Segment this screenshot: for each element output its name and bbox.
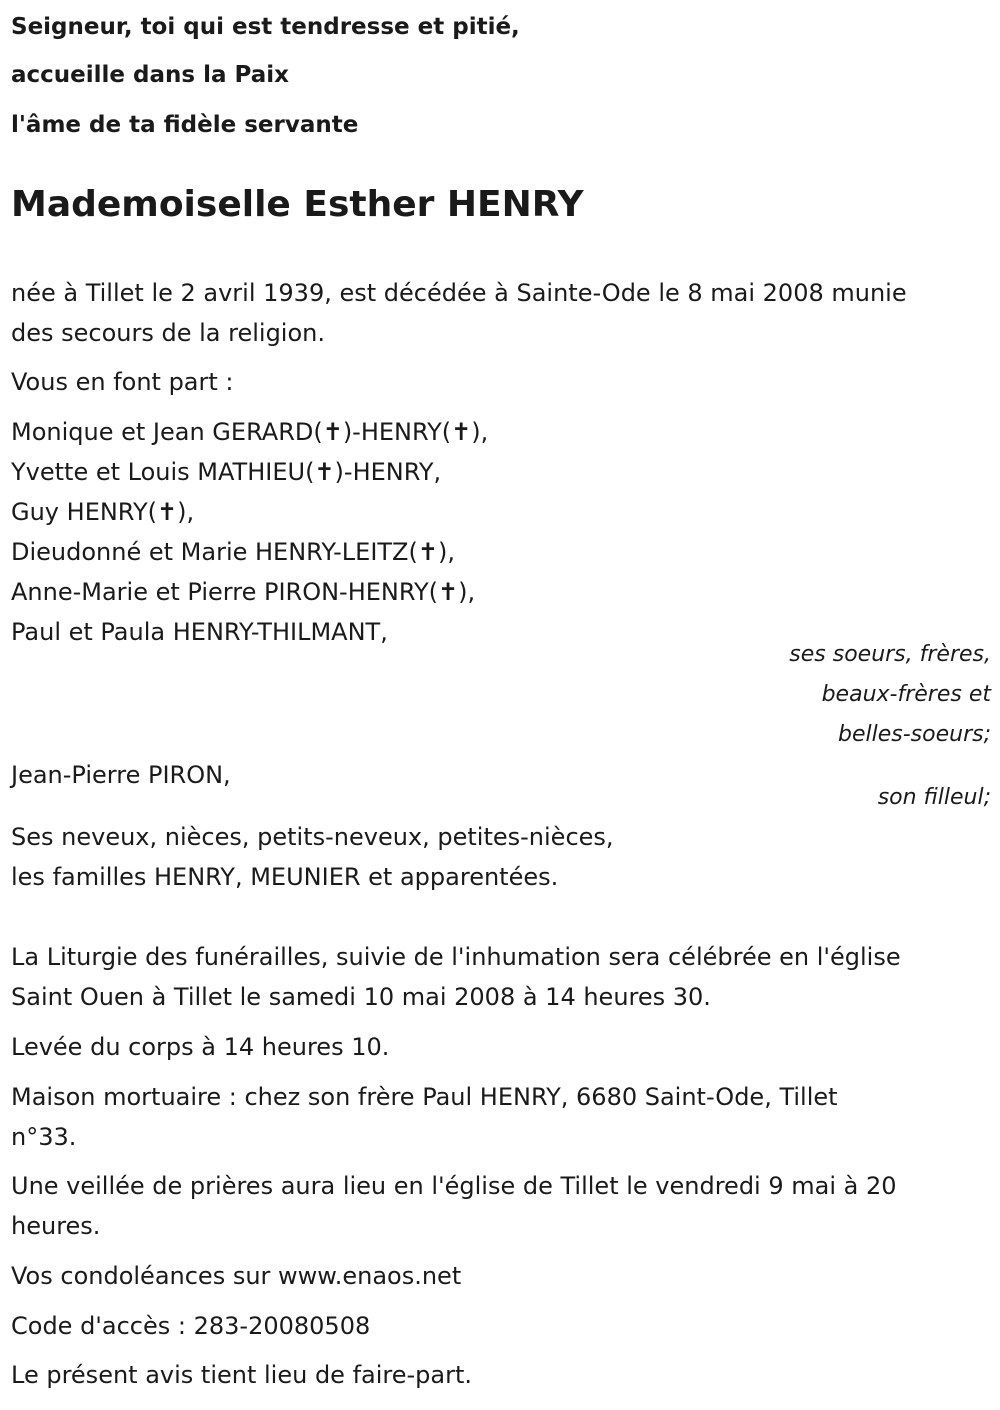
siblings-role-line: belles-soeurs; <box>838 722 991 747</box>
family-sibling: Guy HENRY(✝), <box>11 498 195 526</box>
prayer-line-3: l'âme de ta fidèle servante <box>11 112 359 138</box>
siblings-role-line: beaux-frères et <box>821 682 991 707</box>
siblings-role <box>789 635 991 755</box>
liturgy-paragraph <box>11 937 991 1017</box>
family-siblings-list <box>11 412 991 652</box>
extended-family <box>11 817 991 897</box>
condolences <box>11 1256 991 1296</box>
extended-family-line: les familles HENRY, MEUNIER et apparentées. <box>11 863 559 891</box>
family-sibling: Anne-Marie et Pierre PIRON-HENRY(✝), <box>11 578 476 606</box>
siblings-role-line: ses soeurs, frères, <box>789 642 991 667</box>
liturgy-line: La Liturgie des funérailles, suivie de l'inhumation sera célébrée en l'église <box>11 943 901 971</box>
condolences-text: Vos condoléances sur www.enaos.net <box>11 1262 462 1290</box>
godson-role-text: son filleul; <box>877 785 991 810</box>
levee-text: Levée du corps à 14 heures 10. <box>11 1033 390 1061</box>
vigil-line: heures. <box>11 1212 101 1240</box>
godson-name: Jean-Pierre PIRON, <box>11 761 231 789</box>
closing-note <box>11 1355 991 1395</box>
birth-death-line-1: née à Tillet le 2 avril 1939, est décédée à Sainte-Ode le 8 mai 2008 munie <box>11 279 907 307</box>
mortuary-line: n°33. <box>11 1123 77 1151</box>
death-notice <box>11 0 991 1410</box>
vigil-line: Une veillée de prières aura lieu en l'église de Tillet le vendredi 9 mai à 20 <box>11 1172 897 1200</box>
vigil-paragraph <box>11 1166 991 1246</box>
birth-death-line-2: des secours de la religion. <box>11 319 325 347</box>
levee <box>11 1027 991 1067</box>
godson <box>11 755 991 795</box>
access-code <box>11 1306 991 1346</box>
extended-family-line: Ses neveux, nièces, petits-neveux, petites-nièces, <box>11 823 614 851</box>
prayer-line-1: Seigneur, toi qui est tendresse et pitié, <box>11 14 520 40</box>
announce-intro <box>11 362 991 402</box>
prayer-line-2: accueille dans la Paix <box>11 62 289 88</box>
birth-death-paragraph <box>11 273 991 353</box>
access-code-text: Code d'accès : 283-20080508 <box>11 1312 371 1340</box>
family-sibling: Paul et Paula HENRY-THILMANT, <box>11 618 388 646</box>
deceased-name: Mademoiselle Esther HENRY <box>11 184 584 225</box>
mortuary-paragraph <box>11 1077 991 1157</box>
family-sibling: Yvette et Louis MATHIEU(✝)-HENRY, <box>11 458 442 486</box>
closing-text: Le présent avis tient lieu de faire-part. <box>11 1361 473 1389</box>
mortuary-line: Maison mortuaire : chez son frère Paul HENRY, 6680 Saint-Ode, Tillet <box>11 1083 838 1111</box>
family-sibling: Monique et Jean GERARD(✝)-HENRY(✝), <box>11 418 489 446</box>
liturgy-line: Saint Ouen à Tillet le samedi 10 mai 2008 à 14 heures 30. <box>11 983 711 1011</box>
godson-role <box>878 778 991 818</box>
family-sibling: Dieudonné et Marie HENRY-LEITZ(✝), <box>11 538 455 566</box>
announce-intro-text: Vous en font part : <box>11 368 234 396</box>
